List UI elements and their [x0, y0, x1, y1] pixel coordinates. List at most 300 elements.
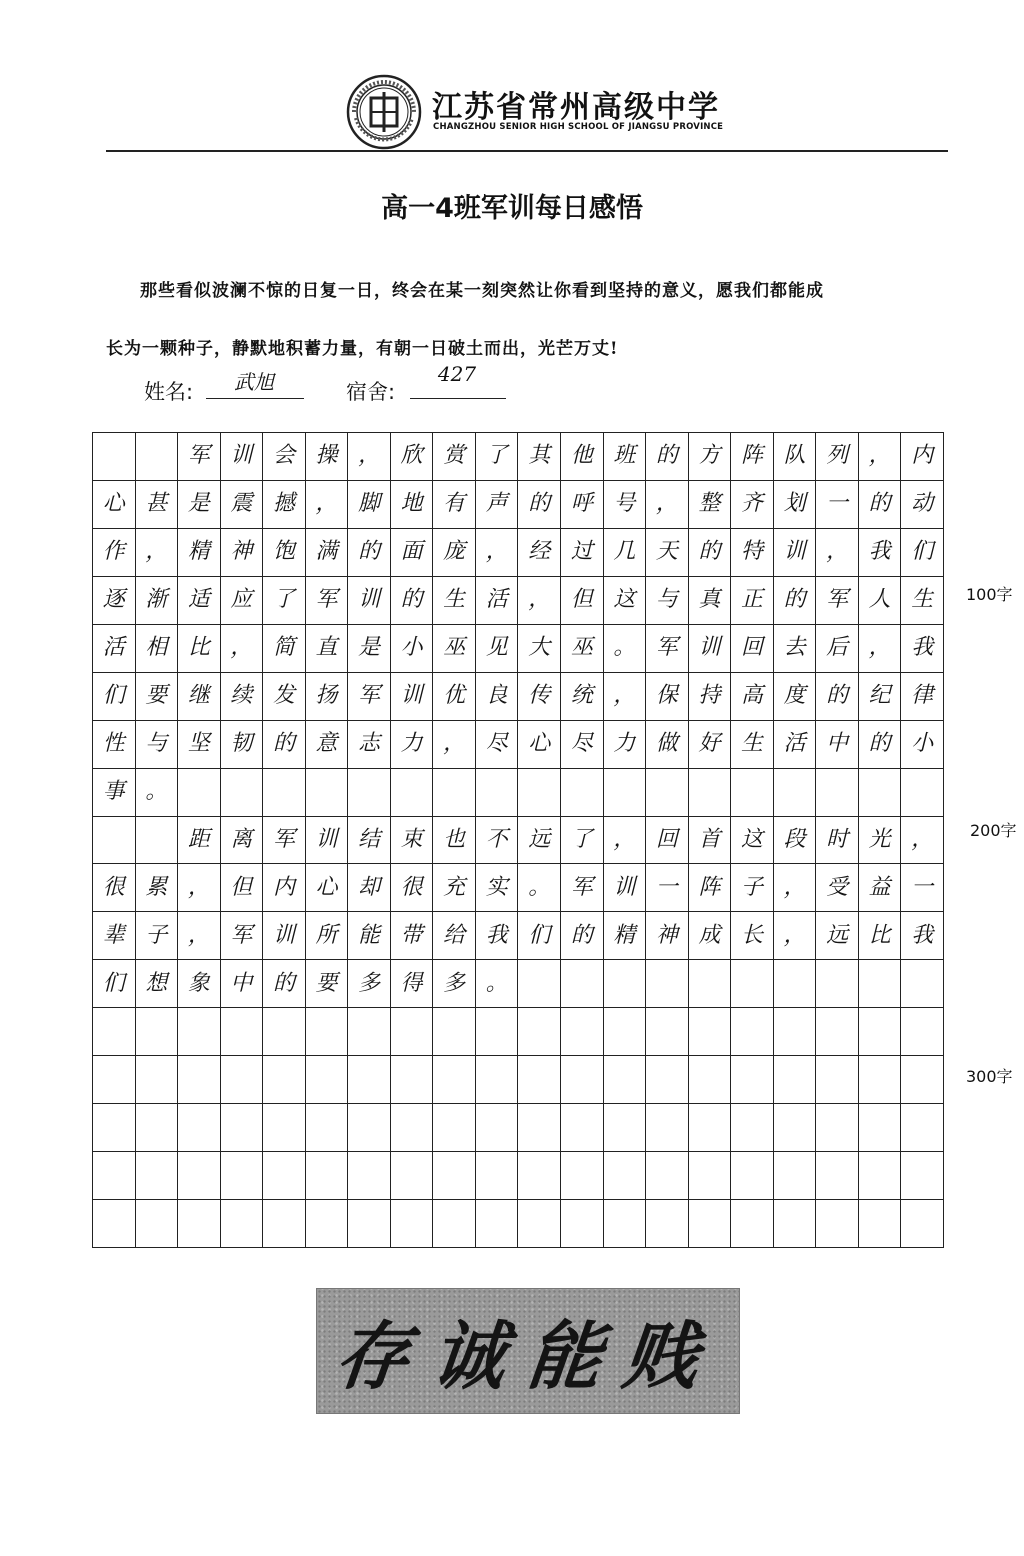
grid-cell: 的 [561, 912, 604, 960]
grid-cell: ， [136, 529, 179, 577]
grid-cell: 训 [348, 577, 391, 625]
grid-cell: 训 [306, 817, 349, 865]
grid-cell: 一 [646, 864, 689, 912]
grid-cell: 的 [859, 721, 902, 769]
grid-cell: 与 [136, 721, 179, 769]
grid-cell [604, 1008, 647, 1056]
grid-cell: 子 [731, 864, 774, 912]
grid-cell [518, 1152, 561, 1200]
grid-cell: 小 [901, 721, 944, 769]
grid-cell: 小 [391, 625, 434, 673]
grid-cell: 结 [348, 817, 391, 865]
grid-cell [774, 1056, 817, 1104]
grid-cell [604, 769, 647, 817]
grid-cell: 会 [263, 433, 306, 481]
grid-cell [518, 1008, 561, 1056]
grid-cell: 天 [646, 529, 689, 577]
grid-cell: 特 [731, 529, 774, 577]
grid-cell: 力 [391, 721, 434, 769]
grid-cell: 发 [263, 673, 306, 721]
grid-cell [689, 1152, 732, 1200]
grid-cell [646, 1008, 689, 1056]
grid-cell: 几 [604, 529, 647, 577]
grid-cell: 们 [93, 673, 136, 721]
grid-cell: 实 [476, 864, 519, 912]
grid-cell [604, 1056, 647, 1104]
grid-cell [476, 1008, 519, 1056]
grid-cell [561, 1056, 604, 1104]
grid-cell: 内 [263, 864, 306, 912]
grid-cell: 的 [348, 529, 391, 577]
grid-cell: 军 [646, 625, 689, 673]
dorm-label: 宿舍: [346, 380, 396, 404]
grid-cell [901, 769, 944, 817]
grid-cell: ， [178, 912, 221, 960]
grid-cell [731, 1200, 774, 1248]
grid-cell [263, 769, 306, 817]
grid-cell [518, 960, 561, 1008]
grid-cell: 欣 [391, 433, 434, 481]
grid-cell [689, 1008, 732, 1056]
grid-cell [391, 1008, 434, 1056]
grid-cell: ， [859, 433, 902, 481]
grid-cell [263, 1200, 306, 1248]
school-name-english: CHANGZHOU SENIOR HIGH SCHOOL OF JIANGSU PROVINCE [433, 122, 724, 132]
grid-cell: 的 [518, 481, 561, 529]
name-underline [206, 398, 304, 399]
grid-cell: 充 [433, 864, 476, 912]
header-divider [106, 150, 948, 152]
grid-cell: 见 [476, 625, 519, 673]
grid-cell [178, 1104, 221, 1152]
grid-cell [221, 1008, 264, 1056]
grid-cell: ， [816, 529, 859, 577]
grid-cell [604, 1152, 647, 1200]
grid-cell [561, 1008, 604, 1056]
grid-cell [178, 1152, 221, 1200]
grid-cell [731, 1008, 774, 1056]
grid-cell: ， [221, 625, 264, 673]
grid-cell [731, 1056, 774, 1104]
grid-cell [391, 1104, 434, 1152]
grid-cell [93, 1056, 136, 1104]
grid-cell: 律 [901, 673, 944, 721]
grid-cell: 能 [348, 912, 391, 960]
grid-cell [646, 769, 689, 817]
calligraphy-plaque [316, 1288, 740, 1414]
grid-cell [136, 1056, 179, 1104]
grid-cell: ， [774, 864, 817, 912]
grid-cell: 扬 [306, 673, 349, 721]
school-name: 江苏省常州高级中学 [432, 90, 720, 125]
grid-cell: 巫 [433, 625, 476, 673]
grid-cell: 首 [689, 817, 732, 865]
grid-cell: 的 [859, 481, 902, 529]
grid-cell: 尽 [561, 721, 604, 769]
grid-cell [646, 960, 689, 1008]
grid-cell [689, 960, 732, 1008]
grid-cell [136, 817, 179, 865]
grid-cell [901, 960, 944, 1008]
grid-cell [561, 960, 604, 1008]
grid-cell: 后 [816, 625, 859, 673]
grid-cell [689, 1104, 732, 1152]
grid-cell [348, 1056, 391, 1104]
page-title: 高一4班军训每日感悟 [381, 193, 643, 224]
grid-cell: 脚 [348, 481, 391, 529]
grid-cell: 一 [816, 481, 859, 529]
grid-cell: 活 [476, 577, 519, 625]
grid-cell [604, 960, 647, 1008]
count-marker-300: 300字 [966, 1067, 1013, 1086]
grid-cell: 精 [178, 529, 221, 577]
grid-cell [901, 1056, 944, 1104]
grid-cell [518, 1104, 561, 1152]
grid-cell: 尽 [476, 721, 519, 769]
grid-cell: 的 [774, 577, 817, 625]
grid-cell [518, 1200, 561, 1248]
grid-cell: 传 [518, 673, 561, 721]
grid-cell: ， [604, 817, 647, 865]
grid-cell [774, 1104, 817, 1152]
grid-cell [306, 1104, 349, 1152]
grid-cell: 多 [433, 960, 476, 1008]
grid-cell [774, 1152, 817, 1200]
grid-cell [859, 1008, 902, 1056]
grid-cell: 面 [391, 529, 434, 577]
grid-cell: 一 [901, 864, 944, 912]
grid-cell: 声 [476, 481, 519, 529]
grid-cell [433, 1200, 476, 1248]
grid-cell [774, 769, 817, 817]
grid-cell: 受 [816, 864, 859, 912]
grid-cell [348, 1104, 391, 1152]
grid-cell [476, 1152, 519, 1200]
grid-cell: 坚 [178, 721, 221, 769]
grid-cell [476, 1056, 519, 1104]
grid-cell: 比 [859, 912, 902, 960]
grid-cell: 是 [178, 481, 221, 529]
grid-cell: 我 [901, 625, 944, 673]
grid-cell [774, 1008, 817, 1056]
grid-cell [816, 769, 859, 817]
grid-cell: 正 [731, 577, 774, 625]
grid-cell: ， [476, 529, 519, 577]
grid-cell [93, 1200, 136, 1248]
grid-cell: 列 [816, 433, 859, 481]
grid-cell: 度 [774, 673, 817, 721]
grid-cell: 整 [689, 481, 732, 529]
grid-cell [433, 1104, 476, 1152]
grid-cell [689, 1200, 732, 1248]
grid-cell [604, 1104, 647, 1152]
grid-cell: 带 [391, 912, 434, 960]
grid-cell: ， [433, 721, 476, 769]
grid-cell [306, 769, 349, 817]
grid-cell [93, 817, 136, 865]
grid-cell: 离 [221, 817, 264, 865]
grid-cell: 益 [859, 864, 902, 912]
grid-cell [306, 1200, 349, 1248]
grid-cell: 意 [306, 721, 349, 769]
grid-cell: 生 [433, 577, 476, 625]
grid-cell [816, 1008, 859, 1056]
grid-cell: 得 [391, 960, 434, 1008]
grid-cell [433, 1152, 476, 1200]
grid-cell: 志 [348, 721, 391, 769]
grid-cell: 们 [518, 912, 561, 960]
grid-cell: 续 [221, 673, 264, 721]
grid-cell: 地 [391, 481, 434, 529]
grid-cell [731, 1152, 774, 1200]
grid-cell: 。 [518, 864, 561, 912]
grid-cell [221, 1056, 264, 1104]
grid-cell [178, 1008, 221, 1056]
grid-cell: 们 [93, 960, 136, 1008]
grid-cell [816, 1104, 859, 1152]
grid-cell: 应 [221, 577, 264, 625]
grid-cell: 多 [348, 960, 391, 1008]
grid-cell [263, 1056, 306, 1104]
grid-cell [561, 769, 604, 817]
grid-cell [348, 769, 391, 817]
grid-cell: 军 [306, 577, 349, 625]
grid-cell [816, 1200, 859, 1248]
grid-cell [561, 1152, 604, 1200]
grid-cell: 子 [136, 912, 179, 960]
grid-cell: 内 [901, 433, 944, 481]
grid-cell: 人 [859, 577, 902, 625]
grid-cell [263, 1104, 306, 1152]
grid-cell: 训 [263, 912, 306, 960]
grid-cell: 方 [689, 433, 732, 481]
grid-cell: 但 [221, 864, 264, 912]
grid-cell: 生 [901, 577, 944, 625]
grid-cell [391, 1056, 434, 1104]
grid-cell: 保 [646, 673, 689, 721]
grid-cell [816, 960, 859, 1008]
grid-cell: 的 [263, 721, 306, 769]
grid-cell: 巫 [561, 625, 604, 673]
grid-cell [646, 1200, 689, 1248]
grid-cell: 也 [433, 817, 476, 865]
grid-cell: 活 [774, 721, 817, 769]
grid-cell [178, 1056, 221, 1104]
grid-cell: 军 [816, 577, 859, 625]
grid-cell [476, 1200, 519, 1248]
grid-cell [93, 1008, 136, 1056]
grid-cell [433, 1056, 476, 1104]
grid-cell: ， [774, 912, 817, 960]
grid-cell: 要 [136, 673, 179, 721]
grid-cell [859, 960, 902, 1008]
grid-cell: 震 [221, 481, 264, 529]
grid-cell: 象 [178, 960, 221, 1008]
grid-cell [476, 1104, 519, 1152]
grid-cell: 这 [604, 577, 647, 625]
grid-cell: 事 [93, 769, 136, 817]
grid-cell: 不 [476, 817, 519, 865]
grid-cell: 比 [178, 625, 221, 673]
grid-cell: 的 [646, 433, 689, 481]
grid-cell: 的 [816, 673, 859, 721]
grid-cell: 了 [476, 433, 519, 481]
grid-cell: 活 [93, 625, 136, 673]
grid-cell: ， [348, 433, 391, 481]
grid-cell: 却 [348, 864, 391, 912]
grid-cell [136, 1200, 179, 1248]
grid-cell [391, 1200, 434, 1248]
grid-cell: 想 [136, 960, 179, 1008]
grid-cell: 经 [518, 529, 561, 577]
grid-cell: 训 [774, 529, 817, 577]
grid-cell: 的 [689, 529, 732, 577]
grid-cell: 长 [731, 912, 774, 960]
grid-cell: 纪 [859, 673, 902, 721]
grid-cell [646, 1152, 689, 1200]
grid-cell [136, 433, 179, 481]
grid-cell [774, 960, 817, 1008]
grid-cell [731, 960, 774, 1008]
grid-cell [306, 1152, 349, 1200]
grid-cell [391, 1152, 434, 1200]
grid-cell: 继 [178, 673, 221, 721]
grid-cell [221, 1104, 264, 1152]
grid-cell [689, 1056, 732, 1104]
grid-cell [816, 1152, 859, 1200]
grid-cell: 要 [306, 960, 349, 1008]
grid-cell [263, 1152, 306, 1200]
grid-cell: 划 [774, 481, 817, 529]
grid-cell: 距 [178, 817, 221, 865]
grid-cell: ， [604, 673, 647, 721]
grid-cell [518, 1056, 561, 1104]
grid-cell: 高 [731, 673, 774, 721]
grid-cell: ， [859, 625, 902, 673]
grid-cell [433, 1008, 476, 1056]
grid-cell: 心 [518, 721, 561, 769]
grid-cell: 饱 [263, 529, 306, 577]
grid-cell: 满 [306, 529, 349, 577]
grid-cell: 适 [178, 577, 221, 625]
grid-cell: 班 [604, 433, 647, 481]
grid-cell: 呼 [561, 481, 604, 529]
grid-cell: 统 [561, 673, 604, 721]
grid-cell [731, 1104, 774, 1152]
grid-cell [859, 1104, 902, 1152]
grid-cell: 累 [136, 864, 179, 912]
grid-cell [348, 1200, 391, 1248]
grid-cell: 。 [136, 769, 179, 817]
grid-cell: 段 [774, 817, 817, 865]
grid-cell [859, 1056, 902, 1104]
grid-cell [136, 1104, 179, 1152]
grid-cell: 中 [816, 721, 859, 769]
grid-cell [859, 1152, 902, 1200]
grid-cell [901, 1152, 944, 1200]
grid-cell: 的 [263, 960, 306, 1008]
grid-cell: 韧 [221, 721, 264, 769]
grid-cell: 中 [221, 960, 264, 1008]
name-value: 武旭 [234, 370, 274, 394]
grid-cell [93, 1104, 136, 1152]
grid-cell: 生 [731, 721, 774, 769]
grid-cell: ， [178, 864, 221, 912]
grid-cell: 甚 [136, 481, 179, 529]
grid-cell [901, 1104, 944, 1152]
grid-cell [178, 769, 221, 817]
grid-cell: 的 [391, 577, 434, 625]
school-seal-logo-icon [346, 74, 422, 150]
grid-cell: 时 [816, 817, 859, 865]
grid-cell: 渐 [136, 577, 179, 625]
grid-cell: 阵 [689, 864, 732, 912]
grid-cell [306, 1008, 349, 1056]
grid-cell: 做 [646, 721, 689, 769]
grid-cell: 我 [901, 912, 944, 960]
grid-cell [689, 769, 732, 817]
grid-cell [859, 769, 902, 817]
grid-cell [774, 1200, 817, 1248]
grid-cell: 过 [561, 529, 604, 577]
grid-cell: 神 [646, 912, 689, 960]
grid-cell: 其 [518, 433, 561, 481]
grid-cell [646, 1056, 689, 1104]
grid-cell [136, 1152, 179, 1200]
grid-cell: 真 [689, 577, 732, 625]
grid-cell: 去 [774, 625, 817, 673]
grid-cell [901, 1008, 944, 1056]
grid-cell: ， [518, 577, 561, 625]
grid-cell: 心 [93, 481, 136, 529]
grid-cell [221, 1152, 264, 1200]
grid-cell: 好 [689, 721, 732, 769]
grid-cell [93, 1152, 136, 1200]
grid-cell: 回 [646, 817, 689, 865]
grid-cell: 军 [561, 864, 604, 912]
grid-cell: 赏 [433, 433, 476, 481]
grid-cell: 他 [561, 433, 604, 481]
grid-cell: 是 [348, 625, 391, 673]
grid-cell: 成 [689, 912, 732, 960]
grid-cell [901, 1200, 944, 1248]
grid-cell: 操 [306, 433, 349, 481]
grid-cell [348, 1152, 391, 1200]
grid-cell: 回 [731, 625, 774, 673]
grid-cell: 训 [391, 673, 434, 721]
grid-cell: 军 [221, 912, 264, 960]
grid-cell: 阵 [731, 433, 774, 481]
grid-cell: 齐 [731, 481, 774, 529]
grid-cell: 了 [263, 577, 306, 625]
grid-cell [178, 1200, 221, 1248]
grid-cell: 辈 [93, 912, 136, 960]
grid-cell: 动 [901, 481, 944, 529]
grid-cell: 。 [604, 625, 647, 673]
grid-cell [561, 1200, 604, 1248]
grid-cell: ， [901, 817, 944, 865]
grid-cell: 这 [731, 817, 774, 865]
grid-cell: 直 [306, 625, 349, 673]
grid-cell [136, 1008, 179, 1056]
grid-cell: 给 [433, 912, 476, 960]
grid-cell: 很 [391, 864, 434, 912]
grid-cell: 我 [476, 912, 519, 960]
grid-cell: 军 [178, 433, 221, 481]
grid-cell: 军 [263, 817, 306, 865]
grid-cell: 了 [561, 817, 604, 865]
grid-cell: 我 [859, 529, 902, 577]
